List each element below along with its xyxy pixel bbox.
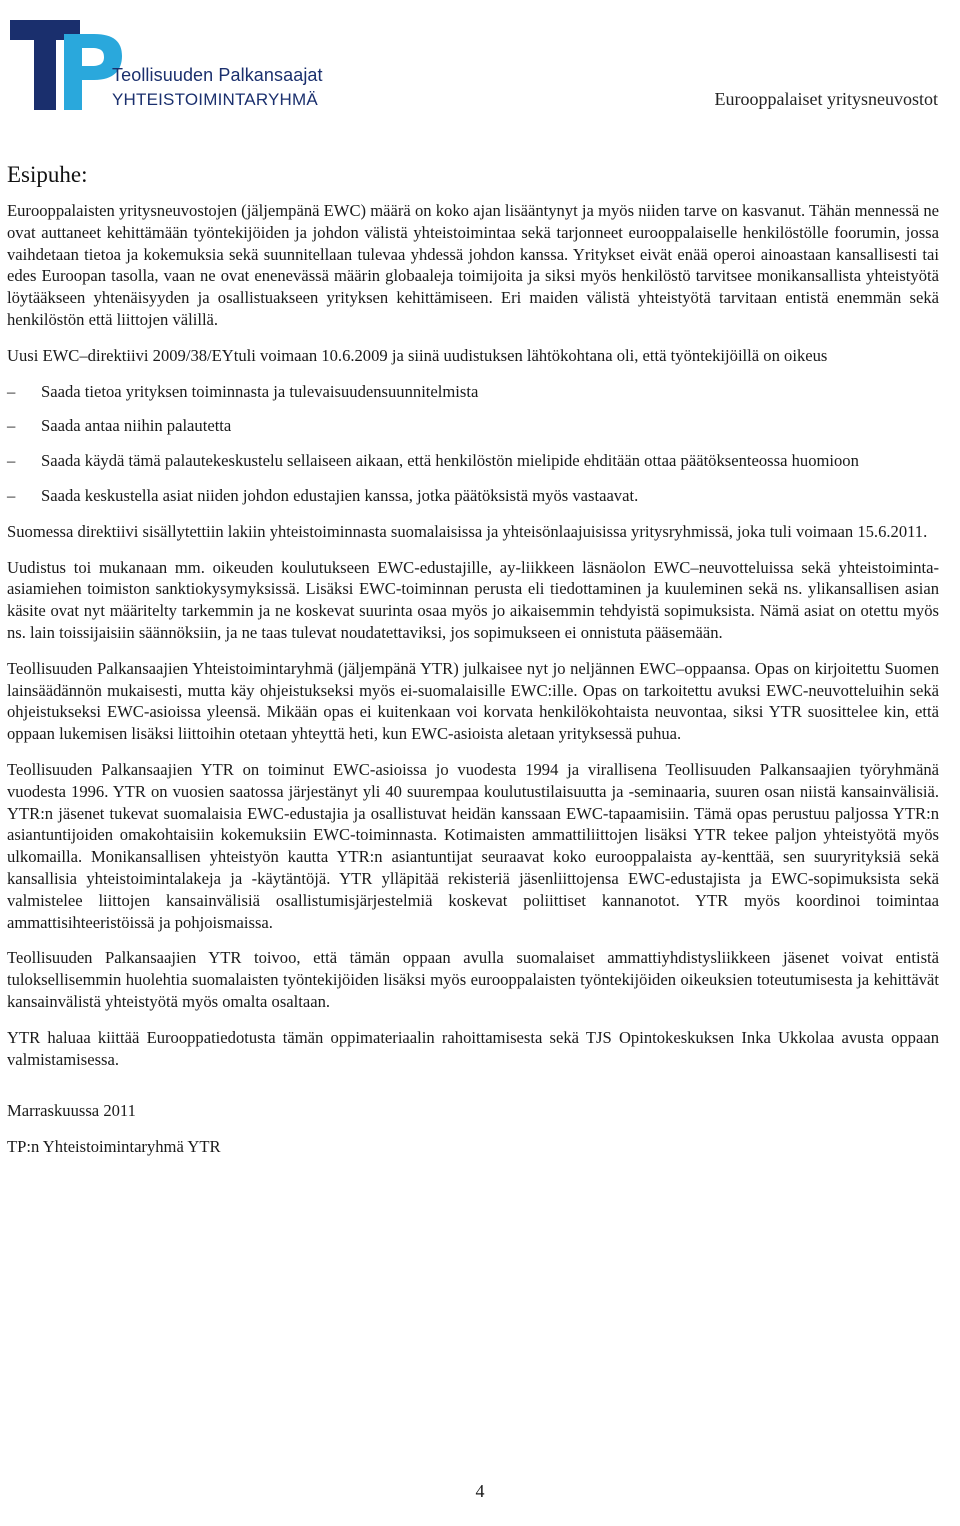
- closing-signature: TP:n Yhteistoimintaryhmä YTR: [7, 1137, 221, 1157]
- page-number: 4: [475, 1481, 485, 1501]
- dash-bullet: –: [7, 485, 16, 505]
- page-heading: Esipuhe:: [7, 162, 88, 187]
- list-item-text: Saada antaa niihin palautetta: [41, 416, 232, 436]
- list-item-text: Saada käydä tämä palautekeskustelu sellaiseen aikaan, että henkilöstön mielipide ehditään ottaa päätöksenteossa huomioon: [41, 451, 859, 471]
- dash-bullet: –: [7, 416, 16, 436]
- list-item: [7, 485, 939, 507]
- paragraph: Suomessa direktiivi sisällytettiin lakiin yhteistoiminnasta suomalaisissa ja yhteisönlaajuisissa yritysryhmissä, joka tuli voimaan 15.6.2011.: [7, 521, 928, 541]
- closing-date: Marraskuussa 2011: [7, 1101, 136, 1121]
- logo-org-subtitle: YHTEISTOIMINTARYHMÄ: [112, 90, 318, 109]
- list-item: [7, 381, 939, 403]
- dash-bullet: –: [7, 381, 16, 401]
- list-item-text: Saada tietoa yrityksen toiminnasta ja tulevaisuudensuunnitelmista: [41, 381, 479, 401]
- header-title: Eurooppalaiset yritysneuvostot: [714, 89, 938, 109]
- paragraph: Teollisuuden Palkansaajien YTR toivoo, että tämän oppaan avulla suomalaiset ammattiyhdistysliikkeen jäsenet voivat entistä tuloksellisemmin huolehtia suomalaisten työntekijöiden lisäksi myös eurooppalaisten työntekijöiden oikeuksien toteutumisesta ja kehittävät kansainvälistä yhteistyötä myös omalta osaltaan.: [7, 948, 939, 1011]
- paragraph: YTR haluaa kiittää Eurooppatiedotusta tämän oppimateriaalin rahoittamisesta sekä TJS Opintokeskuksen Inka Ukkolaa avusta oppaan valmistamisessa.: [7, 1027, 939, 1069]
- dash-bullet: –: [7, 451, 16, 471]
- tp-logo: [10, 10, 323, 120]
- tp-logo-mark-icon: [10, 14, 122, 114]
- paragraph: Teollisuuden Palkansaajien YTR on toiminut EWC-asioissa jo vuodesta 1994 ja virallisena Teollisuuden Palkansaajien työryhmänä vuodesta 1996. YTR on vuosien saatossa järjestänyt yli 40 suurempaa koulutustilaisuutta ja -seminaaria, suuren osan niistä kansainvälisiä. YTR:n jäsenet tukevat suomalaisia EWC-edustajia ja osallistuvat heidän kanssaan EWC-tapaamisiin. Tämä opas perustuu paljossa YTR:n asiantuntijoiden omakohtaisiin kokemuksiin EWC-toiminnasta. Kotimaisten ammattiliittojen lisäksi YTR tekee paljon yhteistyötä myös ulkomailla. Monikansallisen yhteistyön kautta YTR:n asiantuntijat seuraavat koko eurooppalaista ay-kenttää, sen suuryrityksiä sekä kansallisia yhteistoimintalakeja ja -käytäntöjä. YTR ylläpitää rekisteriä jäsenliittojensa EWC-edustajista ja EWC-sopimuksista sekä valmistelee liittojen kansainvälisiä osallistumisjärjestelmiä koskevat poliittiset kannanotot. YTR myös koordinoi toimintaa ammattisihteeristöissä ja pohjoismaissa.: [7, 759, 939, 932]
- document-body: [7, 200, 939, 1172]
- paragraph: Uudistus toi mukanaan mm. oikeuden koulutukseen EWC-edustajille, ay-liikkeen läsnäolon EWC–neuvotteluissa sekä yhteistoiminta-asiamiehen toimiston sanktiokysymyksissä. Lisäksi EWC-toiminnan perusta eli tiedottaminen ja kuuleminen sekä ns. ylikansallisen asian käsite ovat nyt määritelty tarkemmin ja ne koskevat suurinta osaa myös jo aikaisemmin tehdyistä sopimuksista. Nämä asiat on otettu myös ns. lain toissijaisiin säännöksiin, ja ne taas tulevat noudatettaviksi, jos sopimukseen ei onnistuta pääsemään.: [7, 557, 939, 642]
- paragraph: Uusi EWC–direktiivi 2009/38/EYtuli voimaan 10.6.2009 ja siinä uudistuksen lähtökohtana oli, että työntekijöillä on oikeus: [7, 345, 828, 365]
- rights-list: [7, 381, 939, 507]
- paragraph: Eurooppalaisten yritysneuvostojen (jäljempänä EWC) määrä on koko ajan lisääntynyt ja myös niiden tarve on kasvanut. Tähän mennessä ne ovat auttaneet kehittämään työntekijöiden ja johdon välistä yhteistoimintaa sekä tarjonneet eurooppalaiselle henkilöstölle foorumin, jossa vaihdetaan tietoa ja kokemuksia sekä suunnitellaan tulevaa yhdessä johdon kanssa. Yritykset eivät enää operoi ainoastaan kansallisesti tai edes Euroopan tasolla, vaan ne ovat enenevässä määrin globaaleja toimijoita ja siksi myös henkilöstö tarvitsee monikansallista yhteistyötä löytääkseen yhtenäisyyden ja osallistuakseen yrityksen kehittämiseen. Eri maiden välistä yhteistyötä tarvitaan entistä enemmän sekä henkilöstön että liittojen välillä.: [7, 201, 939, 329]
- list-item: [7, 450, 939, 472]
- list-item-text: Saada keskustella asiat niiden johdon edustajien kanssa, jotka päätöksistä myös vastaavat.: [41, 485, 639, 505]
- logo-org-name: Teollisuuden Palkansaajat: [112, 65, 323, 85]
- paragraph: Teollisuuden Palkansaajien Yhteistoimintaryhmä (jäljempänä YTR) julkaisee nyt jo neljännen EWC–oppaansa. Opas on kirjoitettu Suomen lainsäädännön mukaisesti, mutta käy ohjeistukseksi myös ei-suomalaisille EWC:ille. Opas on tarkoitettu avuksi EWC-neuvotteluihin sekä ohjeistukseksi EWC-asioissa yleensä. Mikään opas ei kuitenkaan voi korvata henkilökohtaista neuvontaa, siksi YTR suosittelee kin, että oppaan lukemisen lisäksi liittoihin otetaan yhteyttä heti, kun EWC-asioista aletaan yrityksessä puhua.: [7, 658, 939, 744]
- list-item: [7, 415, 939, 437]
